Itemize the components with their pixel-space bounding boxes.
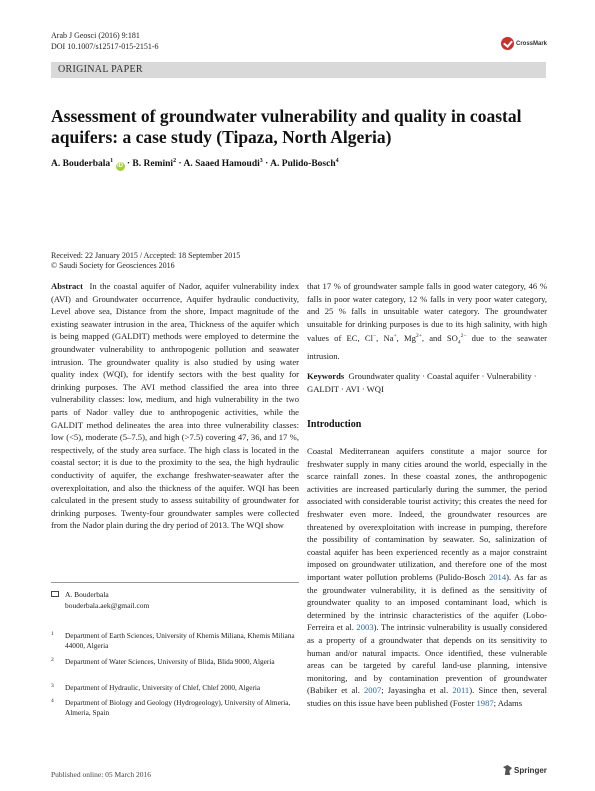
doi-link[interactable]: DOI 10.1007/s12517-015-2151-6 xyxy=(51,42,159,51)
orcid-icon[interactable]: iD xyxy=(117,163,123,170)
correspondence xyxy=(51,590,149,611)
abstract-text: In the coastal aquifer of Nador, aquifer vulnerability index (AVI) and Groundwater occurrence, Aquifer hydraulic conductivity, Level above sea, Distance from the shore, Impact magnitude of the existing seawater intrusion in the area, Thickness of the aquifer which is being mapped (GALDIT) methods were employed to determine the groundwater vulnerability to anthropogenic pollution and seawater intrusion. The groundwater quality is also studied by using water quality index (WQI), for identify sectors with the best quality for drinking purposes. The AVI method classified the area into three vulnerability classes: low, medium, and high vulnerability in the two parts of Nador valley due to anthropogenic activities, while the GALDIT method delineates the area into three vulnerability classes: low (<5), moderate (5–7.5), and high (>7.5) covering 47, 36, and 17 %, respectively, of the study area surface. The high class is located in the coastal sector; it is due to the proximity to the sea, the high hydraulic conductivity of aquifer, the exchange freshwater-seawater after the overexploitation, and also the thickness of the aquifer. WQI has been calculated in the present study to assess suitability of groundwater for drinking purposes. Twenty-four groundwater samples were collected from the Nador plain during the dry period of 2013. The WQI show xyxy=(51,281,299,531)
abstract-column-right: that 17 % of groundwater sample falls in good water category, 46 % falls in poor water category, 12 % falls in very poor water category, and 25 % falls in unsuitable water category. The groundwater unsuitable for drinking purposes is due to its high salinity, with high values of EC, Cl−, Na+, $Mg^{2+}$, and $SO_4^{2-}$ due to the seawater intrusion. xyxy=(307,281,547,361)
publisher-logo xyxy=(503,765,547,775)
abstract-column-left xyxy=(51,280,299,532)
citation-link[interactable]: 2014 xyxy=(488,571,507,582)
received-dates: Received: 22 January 2015 / Accepted: 18 September 2015 xyxy=(51,251,241,260)
author-name[interactable]: B. Remini xyxy=(132,159,174,170)
springer-horse-icon xyxy=(503,765,512,775)
published-online: Published online: 05 March 2016 xyxy=(51,770,151,779)
keywords-label: Keywords xyxy=(307,371,345,381)
introduction-body: Coastal Mediterranean aquifers constitute a major source for freshwater supply in many cities around the world, especially in the scarce rainfall zones. In these coastal zones, the anthropogenic activities are increased particularly during the summer, the period associated with considerable tourist activity; this creates the need for freshwater even more. Indeed, the groundwater resources are threatened by overexploitation with increase in pumping, therefore the possibility of contamination by seawater. So, salinization of coastal aquifer has been experienced recently as a major constraint imposed on groundwater utilization, and therefore one of the most important water pollution problems (Pulido-Bosch 2014). As far as the groundwater vulnerability, it is defined as the sensitivity of groundwater quality to an imposed contaminant load, which is determined by the intrinsic characteristics of the aquifer (Lobo-Ferreira et al. 2003). The intrinsic vulnerability is usually considered as a property of a groundwater that depends on its sensitivity to human and/or natural impacts. Once identified, these vulnerable areas can be targeted by careful land-use planning, intensive monitoring, and by contamination prevention of groundwater (Babiker et al. 2007; Jayasingha et al. 2011). Since then, several studies on this issue have been published (Foster 1987; Adams xyxy=(307,446,548,708)
introduction-heading: Introduction xyxy=(307,419,362,430)
citation-link[interactable]: 2011 xyxy=(452,685,470,696)
affiliation: 1 Department of Earth Sciences, University of Khemis Miliana, Khemis Miliana 44000, Algeria xyxy=(51,631,295,650)
author-list: A. Bouderbala$^1$ iD · B. Remini$^2$ · A. Saaed Hamoudi$^3$ · A. Pulido-Bosch$^4$ xyxy=(51,158,339,170)
crossmark-icon xyxy=(501,37,514,50)
corresponding-author: A. Bouderbala xyxy=(65,590,109,599)
journal-header xyxy=(51,30,159,52)
citation-link[interactable]: 1987 xyxy=(476,697,494,708)
affiliation: 3 Department of Hydraulic, University of Chlef, Chlef 2000, Algeria xyxy=(51,683,261,692)
abstract-label: Abstract xyxy=(51,281,83,291)
author-name[interactable]: A. Pulido-Bosch xyxy=(270,159,336,170)
keywords xyxy=(307,370,547,395)
affiliation: 4 Department of Biology and Geology (Hydrogeology), University of Almeria, Almeria, Spain xyxy=(51,698,291,717)
paper-title: Assessment of groundwater vulnerability and quality in coastal aquifers: a case study (Tipaza, North Algeria) xyxy=(51,106,522,147)
envelope-icon xyxy=(51,591,59,597)
footnote-divider xyxy=(51,582,299,583)
crossmark-badge[interactable] xyxy=(501,37,547,50)
crossmark-label: CrossMark xyxy=(516,40,548,47)
citation-link[interactable]: 2003 xyxy=(356,622,374,633)
publisher-name: Springer xyxy=(514,765,547,775)
section-label-bar xyxy=(51,62,546,78)
keywords-text: Groundwater quality · Coastal aquifer · Vulnerability · GALDIT · AVI · WQI xyxy=(307,371,537,394)
author-name[interactable]: A. Bouderbala xyxy=(51,159,111,170)
article-history xyxy=(51,251,240,271)
section-label: ORIGINAL PAPER xyxy=(58,64,143,75)
email-link[interactable]: bouderbala.aek@gmail.com xyxy=(65,600,150,610)
journal-citation: Arab J Geosci (2016) 9:181 xyxy=(51,31,140,40)
citation-link[interactable]: 2007 xyxy=(364,685,382,696)
author-name[interactable]: A. Saaed Hamoudi xyxy=(183,159,260,170)
affiliation: 2 Department of Water Sciences, University of Blida, Blida 9000, Algeria xyxy=(51,657,275,666)
copyright-line: © Saudi Society for Geosciences 2016 xyxy=(51,261,175,270)
